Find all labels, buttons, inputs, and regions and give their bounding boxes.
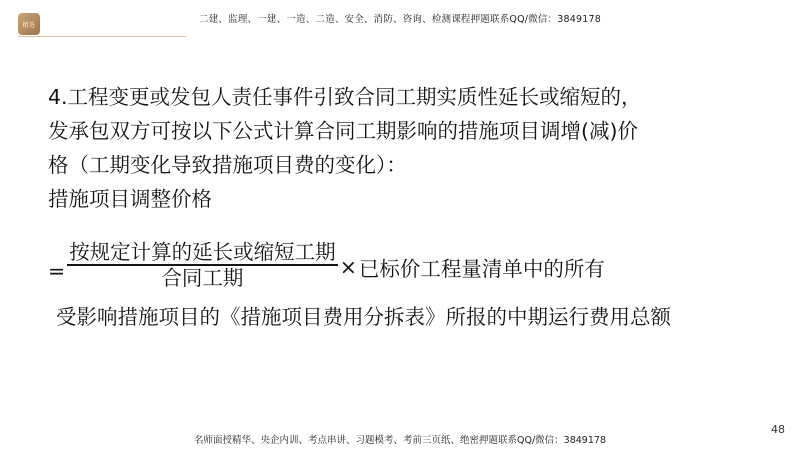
formula-numerator: 按规定计算的延长或缩短工期 bbox=[69, 240, 336, 264]
paragraph-line-2: 发承包双方可按以下公式计算合同工期影响的措施项目调增(减)价 bbox=[48, 119, 638, 143]
formula-fraction bbox=[67, 240, 338, 290]
paragraph-line-5: 受影响措施项目的《措施项目费用分拆表》所报的中期运行费用总额 bbox=[56, 305, 671, 329]
paragraph-line-3: 格（工期变化导致措施项目费的变化）： bbox=[48, 153, 407, 177]
page-number: 48 bbox=[771, 423, 785, 436]
footer-text: 名师面授精华、央企内训、考点串讲、习题模考、考前三页纸、绝密押题联系QQ/微信：3849178 bbox=[194, 435, 606, 446]
paragraph-line-1: 4.工程变更或发包人责任事件引致合同工期实质性延长或缩短的， bbox=[48, 85, 642, 109]
formula-equals: = bbox=[48, 258, 66, 283]
header-text: 二建、监理、一建、一造、二造、安全、消防、咨询、检测课程押题联系QQ/微信：3849178 bbox=[199, 14, 601, 25]
formula-denominator: 合同工期 bbox=[161, 265, 244, 290]
header-divider bbox=[18, 36, 186, 37]
formula-times: × bbox=[339, 254, 357, 279]
formula bbox=[48, 240, 605, 290]
formula-rest: 已标价工程量清单中的所有 bbox=[358, 256, 605, 281]
slide-content bbox=[48, 80, 768, 216]
logo-text: 精选 bbox=[22, 21, 36, 29]
paragraph-line-4: 措施项目调整价格 bbox=[48, 187, 212, 211]
